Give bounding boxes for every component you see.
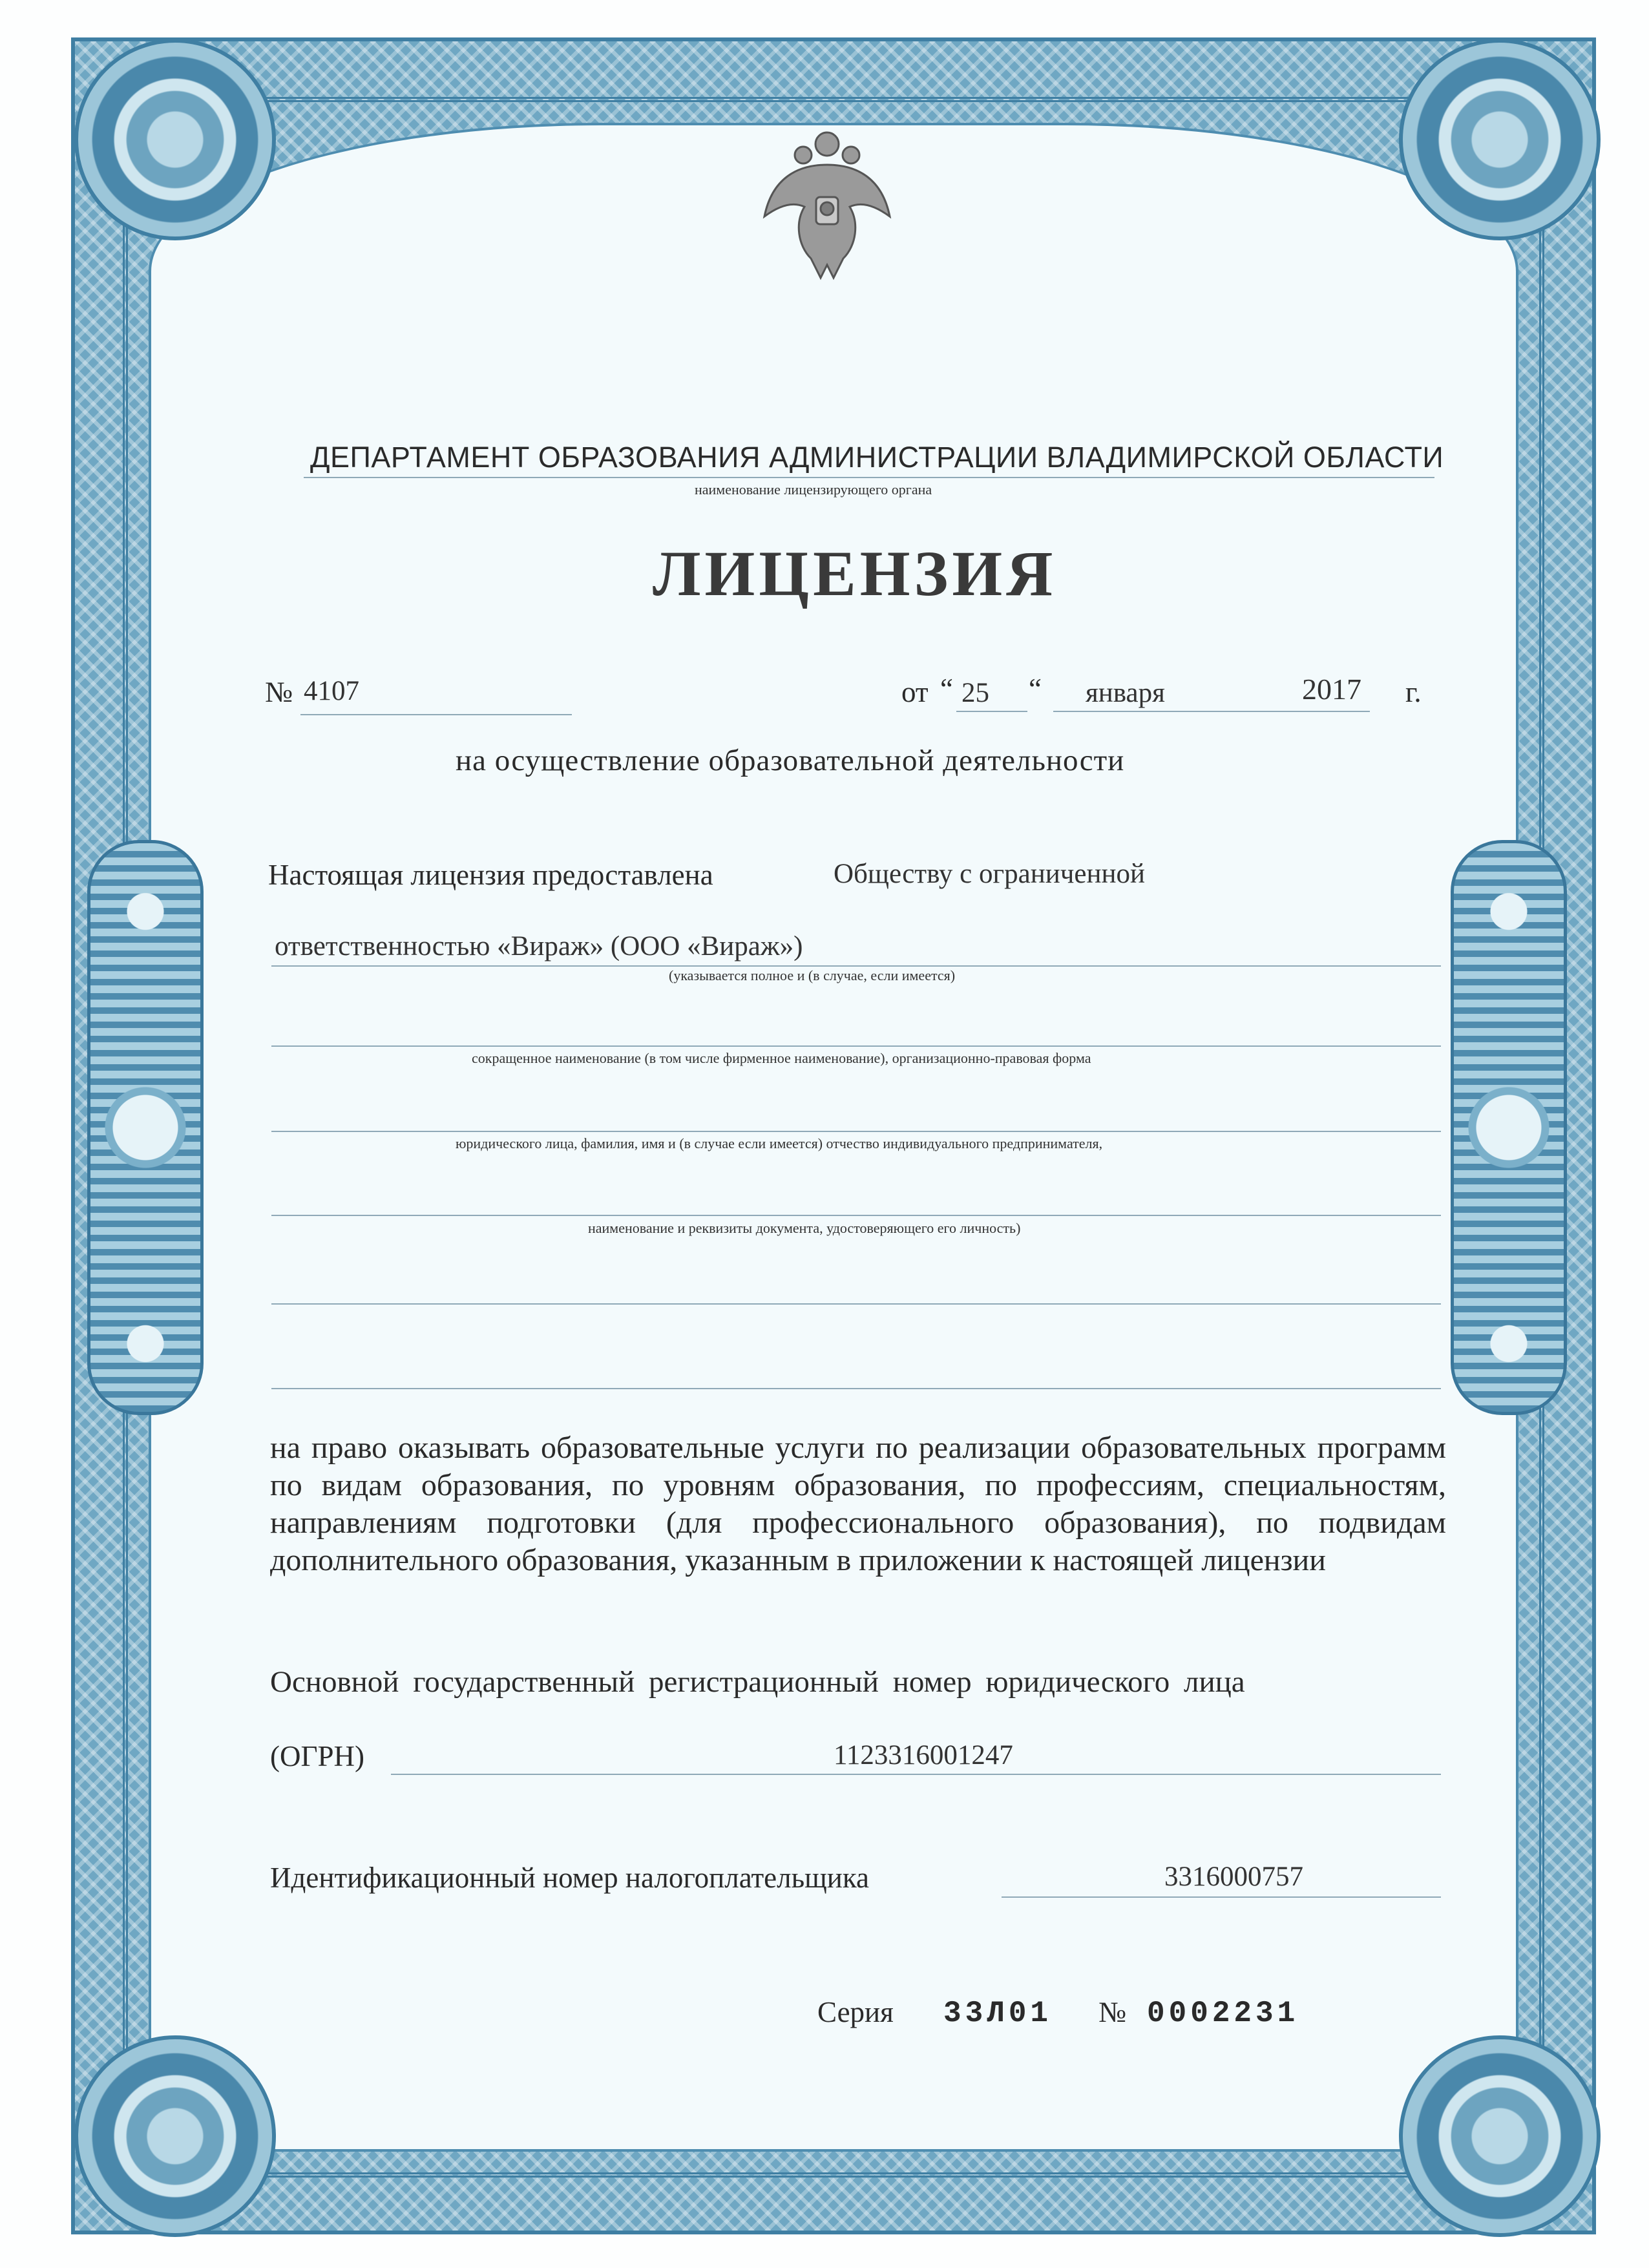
series-label: Серия [817, 1996, 894, 2028]
ogrn-value: 1123316001247 [834, 1740, 1013, 1770]
inn-value: 3316000757 [1164, 1862, 1303, 1892]
department-underline [304, 477, 1434, 478]
holder-label: Настоящая лицензия предоставлена [268, 859, 713, 891]
corner-ornament-bottom-left [74, 2035, 276, 2237]
inn-label: Идентификационный номер налогоплательщика [270, 1862, 870, 1894]
side-ornament-right [1451, 840, 1567, 1415]
holder-line-2 [271, 1045, 1441, 1047]
license-number-label: № [265, 676, 293, 708]
department-name: ДЕПАРТАМЕНТ ОБРАЗОВАНИЯ АДМИНИСТРАЦИИ ВЛАДИМИРСКОЙ ОБЛАСТИ [310, 441, 1444, 474]
date-quote-close: “ [1029, 673, 1042, 705]
rights-paragraph: на право оказывать образовательные услуги по реализации образовательных программ по видам образования, по уровням образования, по профессиям, специальностям, направлениям подготовки (для профессионального образования), по подвидам дополнительного образования, указанным в приложении к настоящей лицензии [270, 1431, 1446, 1577]
department-caption: наименование лицензирующего органа [695, 481, 932, 498]
inn-underline [1002, 1896, 1441, 1898]
holder-name-line1: Обществу с ограниченной [834, 859, 1145, 889]
holder-caption-2: сокращенное наименование (в том числе фирменное наименование), организационно-правовая форма [472, 1050, 1091, 1066]
license-day: 25 [961, 678, 989, 708]
ogrn-label-line2: (ОГРН) [270, 1740, 365, 1772]
license-number: 4107 [304, 676, 359, 706]
side-ornament-left [87, 840, 204, 1415]
holder-caption-4: наименование и реквизиты документа, удостоверяющего его личность) [588, 1220, 1021, 1236]
date-quote-open: “ [940, 673, 953, 705]
russian-coat-of-arms-icon [759, 126, 895, 288]
holder-line-5 [271, 1303, 1441, 1305]
ogrn-underline [391, 1774, 1441, 1775]
license-month: января [1086, 678, 1165, 708]
license-year: 2017 [1302, 673, 1361, 706]
ogrn-label-line1: Основной государственный регистрационный номер юридического лица [270, 1665, 1245, 1699]
date-prefix: от [901, 676, 929, 708]
series-number-label: № [1098, 1996, 1126, 2028]
year-underline [1292, 711, 1370, 712]
holder-line-1 [271, 965, 1441, 967]
corner-ornament-top-left [74, 39, 276, 240]
holder-line-3 [271, 1131, 1441, 1132]
day-underline [956, 711, 1027, 712]
license-purpose: на осуществление образовательной деятельности [456, 744, 1125, 777]
holder-line-4 [271, 1215, 1441, 1216]
holder-caption-1: (указывается полное и (в случае, если имеется) [669, 967, 956, 983]
page-title: ЛИЦЕНЗИЯ [653, 538, 1057, 609]
series-value: 33Л01 [943, 1997, 1053, 2030]
license-number-underline [300, 714, 572, 715]
year-suffix: г. [1405, 676, 1422, 708]
holder-caption-3: юридического лица, фамилия, имя и (в случае если имеется) отчество индивидуального предпринимателя, [456, 1135, 1103, 1151]
holder-line-6 [271, 1388, 1441, 1389]
corner-ornament-top-right [1399, 39, 1601, 240]
holder-name-line2: ответственностью «Вираж» (ООО «Вираж») [275, 931, 803, 961]
corner-ornament-bottom-right [1399, 2035, 1601, 2237]
series-number: 0002231 [1147, 1997, 1299, 2030]
month-underline [1053, 711, 1312, 712]
